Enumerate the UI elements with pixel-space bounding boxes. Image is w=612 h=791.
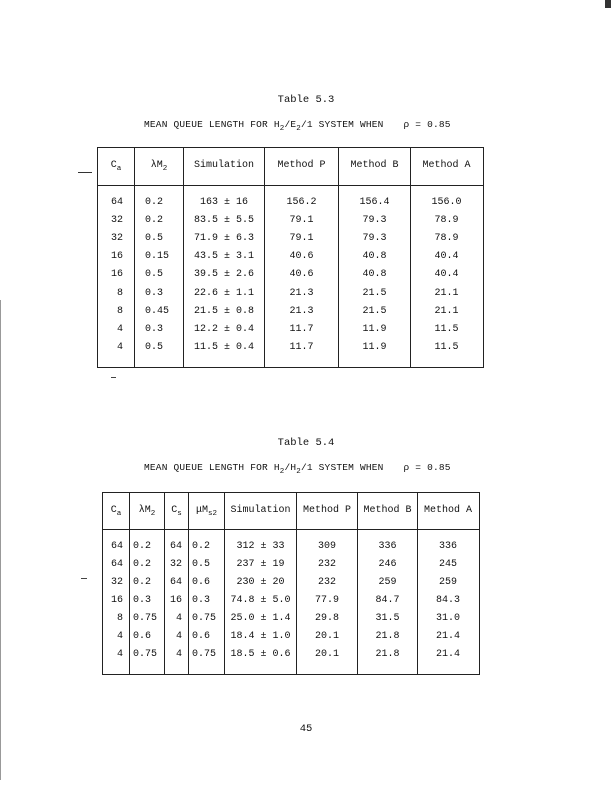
table2-cell-um: 0.3 — [192, 595, 211, 606]
table1-cell-mb: 21.5 — [362, 305, 387, 317]
table2-cell-ma: 31.0 — [435, 613, 460, 624]
table2-cell-lm: 0.2 — [133, 559, 152, 570]
table1-rho: ρ = 0.85 — [403, 119, 451, 130]
table2-header-rule — [102, 529, 479, 530]
table2-cell-lm: 0.6 — [133, 631, 152, 642]
table2-cell-cs: 4 — [175, 631, 182, 642]
table1-cell-sim: 11.5 ± 0.4 — [193, 341, 254, 353]
table2-cell-mp: 77.9 — [314, 595, 339, 606]
table2-cell-um: 0.2 — [192, 541, 211, 552]
table1-caption: Table 5.3 — [277, 94, 335, 106]
table1-cell-lm: 0.5 — [145, 341, 164, 353]
table1-cell-sim: 21.5 ± 0.8 — [193, 305, 254, 317]
table2-header-sim: Simulation — [230, 505, 291, 516]
table1-cell-mp: 40.6 — [289, 269, 314, 281]
table1-cell-ma: 11.5 — [434, 323, 459, 335]
table2-cell-mb: 21.8 — [375, 649, 400, 660]
table2-cell-um: 0.6 — [192, 631, 211, 642]
table2-cell-ma: 21.4 — [435, 631, 460, 642]
table2-cell-sim: 230 ± 20 — [236, 577, 285, 588]
page-number: 45 — [299, 723, 313, 735]
table2-cell-cs: 64 — [169, 541, 182, 552]
table1-cell-lm: 0.3 — [145, 323, 164, 335]
table1-cell-lm: 0.5 — [145, 269, 164, 281]
table1-cell-mp: 11.7 — [289, 323, 314, 335]
table1-cell-mp: 21.3 — [289, 305, 314, 317]
table1-cell-ma: 78.9 — [434, 233, 459, 245]
table1-cell-sim: 39.5 ± 2.6 — [193, 269, 254, 281]
table1-cell-lm: 0.45 — [145, 305, 170, 317]
table1-cell-mb: 79.3 — [362, 215, 387, 227]
table2-cell-mp: 29.8 — [314, 613, 339, 624]
table2-cell-ma: 21.4 — [435, 649, 460, 660]
table1-cell-mb: 21.5 — [362, 287, 387, 299]
table1-header-sim: Simulation — [193, 160, 254, 171]
table2-title: MEAN QUEUE LENGTH FOR $H_2/H_2/1$ SYSTEM WHEN ρ = 0.85 — [144, 462, 451, 476]
table1-cell-mp: 21.3 — [289, 287, 314, 299]
table1-cell-lm: 0.15 — [145, 251, 170, 263]
table1-cell-ma: 40.4 — [434, 269, 459, 281]
table2-header-ma: Method A — [423, 505, 472, 516]
table1-cell-ca: 4 — [116, 323, 123, 335]
table2-cell-mb: 336 — [378, 541, 397, 552]
table1-header-mp: Method P — [277, 160, 326, 171]
table2-cell-lm: 0.2 — [133, 577, 152, 588]
table2-cell-lm: 0.75 — [133, 613, 158, 624]
table2-cell-cs: 4 — [175, 649, 182, 660]
table2-cell-mb: 246 — [378, 559, 397, 570]
scan-mark — [81, 578, 87, 579]
table2-cell-mp: 20.1 — [314, 631, 339, 642]
table2-cell-sim: 237 ± 19 — [236, 559, 285, 570]
table2-cell-ma: 245 — [438, 559, 457, 570]
table1-header-rule — [97, 185, 483, 186]
table2-cell-mp: 309 — [317, 541, 336, 552]
table2-cell-cs: 64 — [169, 577, 182, 588]
table2-cell-mb: 259 — [378, 577, 397, 588]
table1-cell-ma: 78.9 — [434, 215, 459, 227]
table1-cell-ma: 156.0 — [431, 197, 462, 208]
table1-cell-lm: 0.2 — [145, 197, 164, 208]
table2-cell-ma: 336 — [438, 541, 457, 552]
table1-col-sep — [134, 147, 135, 367]
table1-cell-sim: 163 ± 16 — [199, 197, 248, 208]
scan-mark — [78, 172, 92, 173]
table2-cell-cs: 4 — [175, 613, 182, 624]
table1-cell-mb: 156.4 — [359, 197, 390, 208]
table1-cell-ca: 4 — [116, 341, 123, 353]
table2-header-lm: $\lambda M_2$ — [138, 505, 156, 518]
table1-cell-sim: 43.5 ± 3.1 — [193, 251, 254, 263]
table1-cell-sim: 22.6 ± 1.1 — [193, 287, 254, 299]
table2-header-mp: Method P — [302, 505, 351, 516]
table2-header-mb: Method B — [363, 505, 412, 516]
table1-cell-ma: 40.4 — [434, 251, 459, 263]
table1-cell-lm: 0.2 — [145, 215, 164, 227]
table1-cell-ca: 16 — [110, 269, 123, 281]
table2-cell-cs: 32 — [169, 559, 182, 570]
table1-cell-mb: 11.9 — [362, 323, 387, 335]
table2-cell-ca: 32 — [110, 577, 123, 588]
table2-cell-ca: 4 — [116, 631, 123, 642]
table1-cell-mb: 11.9 — [362, 341, 387, 353]
scan-mark — [111, 377, 116, 378]
table1-cell-mb: 40.8 — [362, 269, 387, 281]
scan-mark-top-right — [605, 0, 611, 8]
table1-cell-lm: 0.5 — [145, 233, 164, 245]
table2-cell-lm: 0.75 — [133, 649, 158, 660]
table1-header-ca: $C_a$ — [110, 160, 122, 173]
table1-cell-ca: 8 — [116, 305, 123, 317]
table1-cell-ca: 64 — [110, 197, 123, 208]
table2-cell-mp: 20.1 — [314, 649, 339, 660]
table1-cell-mb: 79.3 — [362, 233, 387, 245]
table1-cell-ca: 32 — [110, 215, 123, 227]
scan-mark-left-edge — [0, 300, 1, 780]
table2-cell-um: 0.75 — [192, 649, 217, 660]
table2-cell-sim: 18.4 ± 1.0 — [230, 631, 291, 642]
table1-cell-mp: 40.6 — [289, 251, 314, 263]
table2-cell-ca: 64 — [110, 541, 123, 552]
table1-cell-mp: 79.1 — [289, 215, 314, 227]
table2-cell-mb: 31.5 — [375, 613, 400, 624]
table2-cell-sim: 312 ± 33 — [236, 541, 285, 552]
table2-cell-sim: 18.5 ± 0.6 — [230, 649, 291, 660]
table1-cell-mp: 11.7 — [289, 341, 314, 353]
table2-header-um: $\mu M_{s2}$ — [195, 505, 218, 518]
table2-header-ca: $C_a$ — [110, 505, 122, 518]
table1-header-mb: Method B — [350, 160, 399, 171]
table2-cell-cs: 16 — [169, 595, 182, 606]
table2-cell-ca: 8 — [116, 613, 123, 624]
table2-cell-ca: 4 — [116, 649, 123, 660]
table1-header-ma: Method A — [422, 160, 471, 171]
table1-cell-ma: 11.5 — [434, 341, 459, 353]
table2-col-sep — [129, 492, 130, 674]
table1-cell-sim: 83.5 ± 5.5 — [193, 215, 254, 227]
table2-cell-ca: 16 — [110, 595, 123, 606]
table2-cell-ca: 64 — [110, 559, 123, 570]
table2-col-sep — [188, 492, 189, 674]
table1-cell-ma: 21.1 — [434, 305, 459, 317]
table2-cell-um: 0.5 — [192, 559, 211, 570]
table2-cell-ma: 84.3 — [435, 595, 460, 606]
table1-cell-mp: 156.2 — [286, 197, 317, 208]
table2-cell-ma: 259 — [438, 577, 457, 588]
table1-cell-sim: 12.2 ± 0.4 — [193, 323, 254, 335]
table2-cell-um: 0.75 — [192, 613, 217, 624]
table2-cell-lm: 0.2 — [133, 541, 152, 552]
table2-cell-um: 0.6 — [192, 577, 211, 588]
table2-cell-mb: 84.7 — [375, 595, 400, 606]
table1-cell-lm: 0.3 — [145, 287, 164, 299]
table2-rho: ρ = 0.85 — [403, 462, 451, 473]
table1-cell-mb: 40.8 — [362, 251, 387, 263]
table2-cell-mp: 232 — [317, 559, 336, 570]
table1-cell-ca: 16 — [110, 251, 123, 263]
table2-cell-lm: 0.3 — [133, 595, 152, 606]
table1-header-lm: $\lambda M_2$ — [150, 160, 168, 173]
table2-cell-mp: 232 — [317, 577, 336, 588]
table2-caption: Table 5.4 — [277, 437, 335, 449]
table2-cell-sim: 74.8 ± 5.0 — [230, 595, 291, 606]
table2-cell-sim: 25.0 ± 1.4 — [230, 613, 291, 624]
table1-title: MEAN QUEUE LENGTH FOR $H_2/E_2/1$ SYSTEM WHEN ρ = 0.85 — [144, 119, 451, 133]
table2-cell-mb: 21.8 — [375, 631, 400, 642]
table2-header-cs: $C_s$ — [171, 505, 182, 518]
table1-cell-sim: 71.9 ± 6.3 — [193, 233, 254, 245]
table1-cell-ca: 32 — [110, 233, 123, 245]
table1-cell-ca: 8 — [116, 287, 123, 299]
table1-cell-mp: 79.1 — [289, 233, 314, 245]
table1-cell-ma: 21.1 — [434, 287, 459, 299]
